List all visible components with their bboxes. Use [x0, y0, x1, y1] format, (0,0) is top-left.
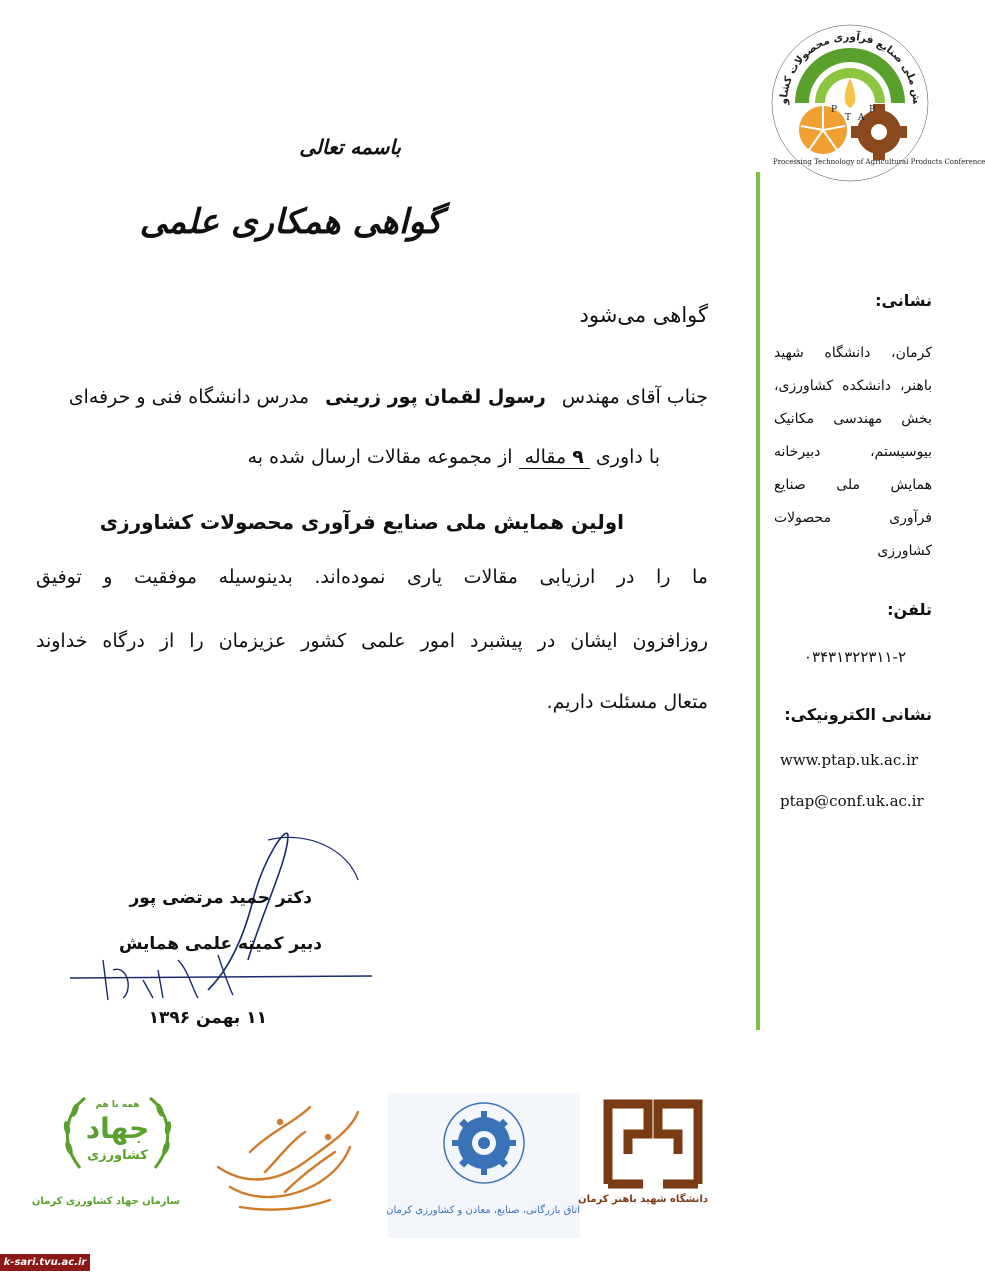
logo-letter: P: [869, 105, 876, 115]
sidebar-divider: [756, 172, 760, 1030]
address-line: بیوسیستم، دبیرخانه: [774, 444, 932, 460]
phone-number: ۰۳۴۳۱۳۲۲۳۱۱-۲: [803, 648, 906, 666]
conference-name: اولین همایش ملی صنایع فرآوری محصولات کشاورزی: [99, 510, 624, 534]
university-caption: دانشگاه شهید باهنر کرمان: [578, 1194, 708, 1205]
calligraphy-company-logo: [210, 1092, 365, 1217]
signatory-name: دکتر حمید مرتضی پور: [129, 888, 312, 908]
body-line-6: متعال مسئلت داریم.: [546, 691, 708, 713]
jihad-wordmark: جهاد: [85, 1112, 150, 1145]
body-line-2: [248, 446, 660, 468]
email-link[interactable]: ptap@conf.uk.ac.ir: [780, 792, 924, 810]
recipient-name: رسول لقمان پور زرینی: [325, 386, 546, 408]
certificate-date: ۱۱ بهمن ۱۳۹۶: [148, 1008, 267, 1028]
source-badge[interactable]: k-sari.tvu.ac.ir: [0, 1254, 90, 1271]
review-count: ۹: [572, 446, 584, 468]
address-block: [774, 337, 932, 568]
logo-letter: T: [845, 113, 852, 123]
body-line-5: روزافزون ایشان در پیشبرد امور علمی کشور عزیزمان را از درگاه خداوند: [36, 630, 708, 652]
address-label: نشانی:: [875, 291, 932, 310]
review-count-box: [519, 446, 590, 469]
jihad-keshavarzi-logo: [31, 1088, 180, 1218]
jihad-subword: کشاورزی: [87, 1148, 148, 1163]
website-link[interactable]: www.ptap.uk.ac.ir: [780, 751, 919, 769]
conference-logo: [765, 8, 985, 183]
email-label: نشانی الکترونیکی:: [784, 705, 932, 724]
chamber-caption: اتاق بازرگانی، صنایع، معادن و کشاورزی کرمان: [386, 1205, 580, 1216]
basmala: باسمه تعالی: [299, 135, 401, 159]
logo-english-text: Processing Technology of Agricultural Products Conference: [773, 158, 985, 166]
honorific: جناب آقای مهندس: [561, 386, 708, 408]
kerman-chamber-logo: [388, 1093, 580, 1238]
address-line: فرآوری محصولات: [774, 510, 932, 526]
review-suffix: از مجموعه مقالات ارسال شده به: [247, 446, 513, 468]
review-unit: مقاله: [524, 446, 567, 468]
jihad-slogan: همه با هم: [95, 1100, 140, 1110]
signatory-role: دبیر کمیته علمی همایش: [119, 934, 322, 954]
university-emblem-icon: [598, 1094, 708, 1189]
address-line: همایش ملی صنایع: [774, 477, 932, 493]
address-line: باهنر، دانشکده کشاورزی،: [774, 378, 932, 394]
logo-letter: A: [858, 113, 865, 123]
address-line: کشاورزی: [877, 543, 932, 559]
address-line: کرمان، دانشگاه شهید: [774, 345, 932, 361]
review-prefix: با داوری: [595, 446, 660, 468]
address-line: بخش مهندسی مکانیک: [774, 411, 932, 427]
signature-scribble: [58, 820, 378, 1010]
logo-letter: P: [831, 105, 838, 115]
jihad-caption: سازمان جهاد کشاورزی کرمان: [31, 1196, 180, 1207]
shahid-bahonar-university-logo: [578, 1094, 708, 1219]
certificate-intro: گواهی می‌شود: [579, 303, 708, 327]
certificate-title: گواهی همکاری علمی: [139, 202, 442, 242]
logo-ring-text: ش ملی صنایع فرآوری محصولات کشاو: [777, 30, 923, 105]
body-line-1: [69, 386, 708, 408]
recipient-affiliation: مدرس دانشگاه فنی و حرفه‌ای: [68, 386, 310, 408]
gear-emblem-icon: [388, 1093, 580, 1213]
phone-label: تلفن:: [887, 600, 932, 619]
body-line-4: ما را در ارزیابی مقالات یاری نموده‌اند. بدینوسیله موفقیت و توفیق: [36, 566, 708, 588]
